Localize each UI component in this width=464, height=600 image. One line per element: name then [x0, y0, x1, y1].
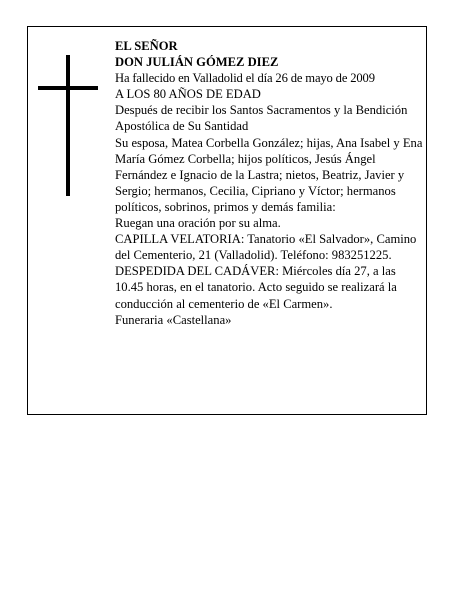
- family-list: Su esposa, Matea Corbella González; hijas, Ana Isabel y Ena María Gómez Corbella; hijos políticos, Jesús Ángel Fernández e Ignacio de la Lastra; nietos, Beatriz, Javier y Sergio; hermanos, Cecilia, Cipriano y Víctor; hermanos políticos, sobrinos, primos y demás familia:: [115, 135, 423, 214]
- chapel-info: CAPILLA VELATORIA: Tanatorio «El Salvador», Camino del Cementerio, 21 (Valladolid). Teléfono: 983251225.: [115, 232, 417, 263]
- sacraments-text: Después de recibir los Santos Sacramentos y la Bendición Apostólica de Su Santidad: [115, 103, 408, 134]
- age-line: A LOS 80 AÑOS DE EDAD: [115, 87, 261, 102]
- heading-title: EL SEÑOR: [115, 39, 178, 53]
- cross-horizontal-bar: [38, 86, 98, 90]
- death-date: Ha fallecido en Valladolid el día 26 de mayo de 2009: [115, 71, 375, 86]
- cross-vertical-bar: [66, 55, 70, 196]
- deceased-name: DON JULIÁN GÓMEZ DIEZ: [115, 55, 279, 70]
- funeral-home: Funeraria «Castellana»: [115, 312, 232, 327]
- farewell-info: DESPEDIDA DEL CADÁVER: Miércoles día 27, a las 10.45 horas, en el tanatorio. Acto seguido se realizará la conducción al cementerio de «El Carmen».: [115, 264, 397, 311]
- obituary-text: [115, 38, 423, 328]
- prayer-request: Ruegan una oración por su alma.: [115, 216, 281, 231]
